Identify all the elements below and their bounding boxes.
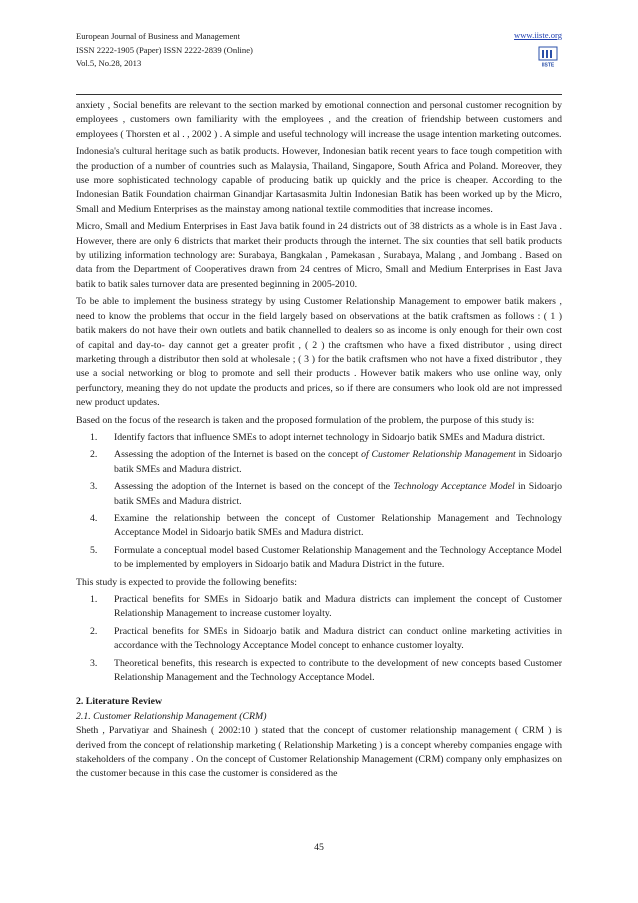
list-text: Assessing the adoption of the Internet is based on the concept of the [114,481,394,493]
list-item [76,657,562,686]
list-text: Assessing the adoption of the Internet is based on the concept [114,449,362,461]
iiste-logo [538,46,558,68]
subsection-heading: 2.1. Customer Relationship Management (CRM) [76,710,267,722]
journal-url-link[interactable]: www.iiste.org [514,30,562,40]
page-number: 45 [314,842,324,853]
list-text: in Sidoarjo batik SMEs and Madura district. [114,481,563,507]
list-item [76,593,562,622]
list-text: Theoretical benefits, this research is expected to contribute to the development of new concepts based Customer Relationship Management and the Technology Acceptance Model. [114,657,562,684]
list-text: in Sidoarjo batik SMEs and Madura district. [114,449,563,475]
benefits-list [76,593,562,685]
list-number: 5. [90,544,98,556]
list-text: Identify factors that influence SMEs to adopt internet technology in Sidoarjo batik SMEs and Madura district. [114,431,545,443]
list-item [76,544,562,573]
volume-line: Vol.5, No.28, 2013 [76,58,142,68]
list-number: 4. [90,512,98,524]
list-number: 2. [90,449,98,461]
list-emphasis: Technology Acceptance Model [393,481,515,493]
paragraph: This study is expected to provide the following benefits: [76,576,297,588]
list-item [76,512,562,541]
iiste-logo-text: IISTE [541,62,555,68]
paragraph: Indonesia's cultural heritage such as batik products. However, Indonesian batik recent years to face tough competition with the production of a number of countries such as Malaysia, Thailand, Singapore, South Africa and Poland. Moreover, they use more sophisticated technology capable of producing batik up quickly and the price is cheaper. According to the Indonesian Batik Foundation chairman Ginandjar Kartasasmita Jultin Indonesian Batik has been worked up by the Micro, Small and Medium Enterprises as the mainstay among national textile commodities that increase incomes. [76,146,562,215]
paragraph: Sheth , Parvatiyar and Shainesh ( 2002:10 ) stated that the concept of customer relationship management ( CRM ) is derived from the concept of relationship marketing ( Relationship Marketing ) is a concept whereby companies engage with stakeholders of the company . On the concept of Customer Relationship Management (CRM) company only emphasizes on the customer because in this case the customer is considered as the [76,725,562,780]
list-item [76,480,562,509]
list-number: 1. [90,431,98,443]
list-item [76,448,562,477]
section-heading: 2. Literature Review [76,696,163,708]
paragraph: To be able to implement the business strategy by using Customer Relationship Management to empower batik makers , need to know the problems that occur in the field largely based on observations at the batik craftsmen as follows : ( 1 ) batik makers do not have their own outlets and batik channelled to dealers so as income is only enough for their own cost of capital and day-to- day cannot get a greater profit , ( 2 ) the craftsmen who have a fixed distributor , using direct marketing through a distributor then sold at wholesale ; ( 3 ) for the batik craftsmen who not have a fixed distributor , they use a social networking or blog to promote and sell their products . However batik makers who use online way, only perfunctory, meaning they do not update the products and prices, so if there are consumers who look old are not impressed new product updates. [76,296,562,409]
list-item [76,431,562,445]
list-number: 1. [90,594,98,605]
list-text: Practical benefits for SMEs in Sidoarjo batik and Madura district can conduct online marketing activities in accordance with the Technology Acceptance Model concept to enhance customer loyalty. [114,625,562,652]
list-number: 3. [90,657,98,669]
purpose-list [76,431,562,573]
paragraph: anxiety , Social benefits are relevant to the section marked by emotional connection and personal customer recognition by employees , customers own familiarity with the employees , and the creation of friendship between customers and employees ( Thorsten et al . , 2002 ) . A simple and useful technology will increase the usage intention marketing outcomes. [76,100,562,140]
list-text: Examine the relationship between the concept of Customer Relationship Management and Technology Acceptance Model in Sidoarjo batik SMEs and Madura district. [114,512,562,539]
journal-name: European Journal of Business and Management [76,31,240,41]
list-item [76,625,562,654]
header-divider [76,94,562,95]
paragraph: Micro, Small and Medium Enterprises in East Java batik found in 24 districts out of 38 districts as a whole is in East Java . However, there are only 6 districts that market their products through the internet. The six counties that sell batik products by utilizing information technology are: Surabaya, Bangkalan , Pamekasan , Surabaya, Malang , and Jombang . Based on data from the Department of Cooperatives drawn from 24 centres of Micro, Small and Medium Enterprises in East Java batik to batik sales turnover data are presented beginning in 2005-2010. [76,221,562,290]
list-number: 3. [90,481,98,493]
issn-line: ISSN 2222-1905 (Paper) ISSN 2222-2839 (Online) [76,44,253,55]
list-number: 2. [90,625,98,637]
list-emphasis: of Customer Relationship Management [361,449,516,461]
list-text: Formulate a conceptual model based Customer Relationship Management and the Technology Acceptance Model to be implemented by employers in Sidoarjo batik and Madura District in the future. [114,544,562,571]
list-text: Practical benefits for SMEs in Sidoarjo batik and Madura districts can implement the concept of Customer Relationship Management to increase customer loyalty. [114,594,562,620]
article-body [76,99,562,785]
paragraph: Based on the focus of the research is taken and the proposed formulation of the problem, the purpose of this study is: [76,414,535,426]
